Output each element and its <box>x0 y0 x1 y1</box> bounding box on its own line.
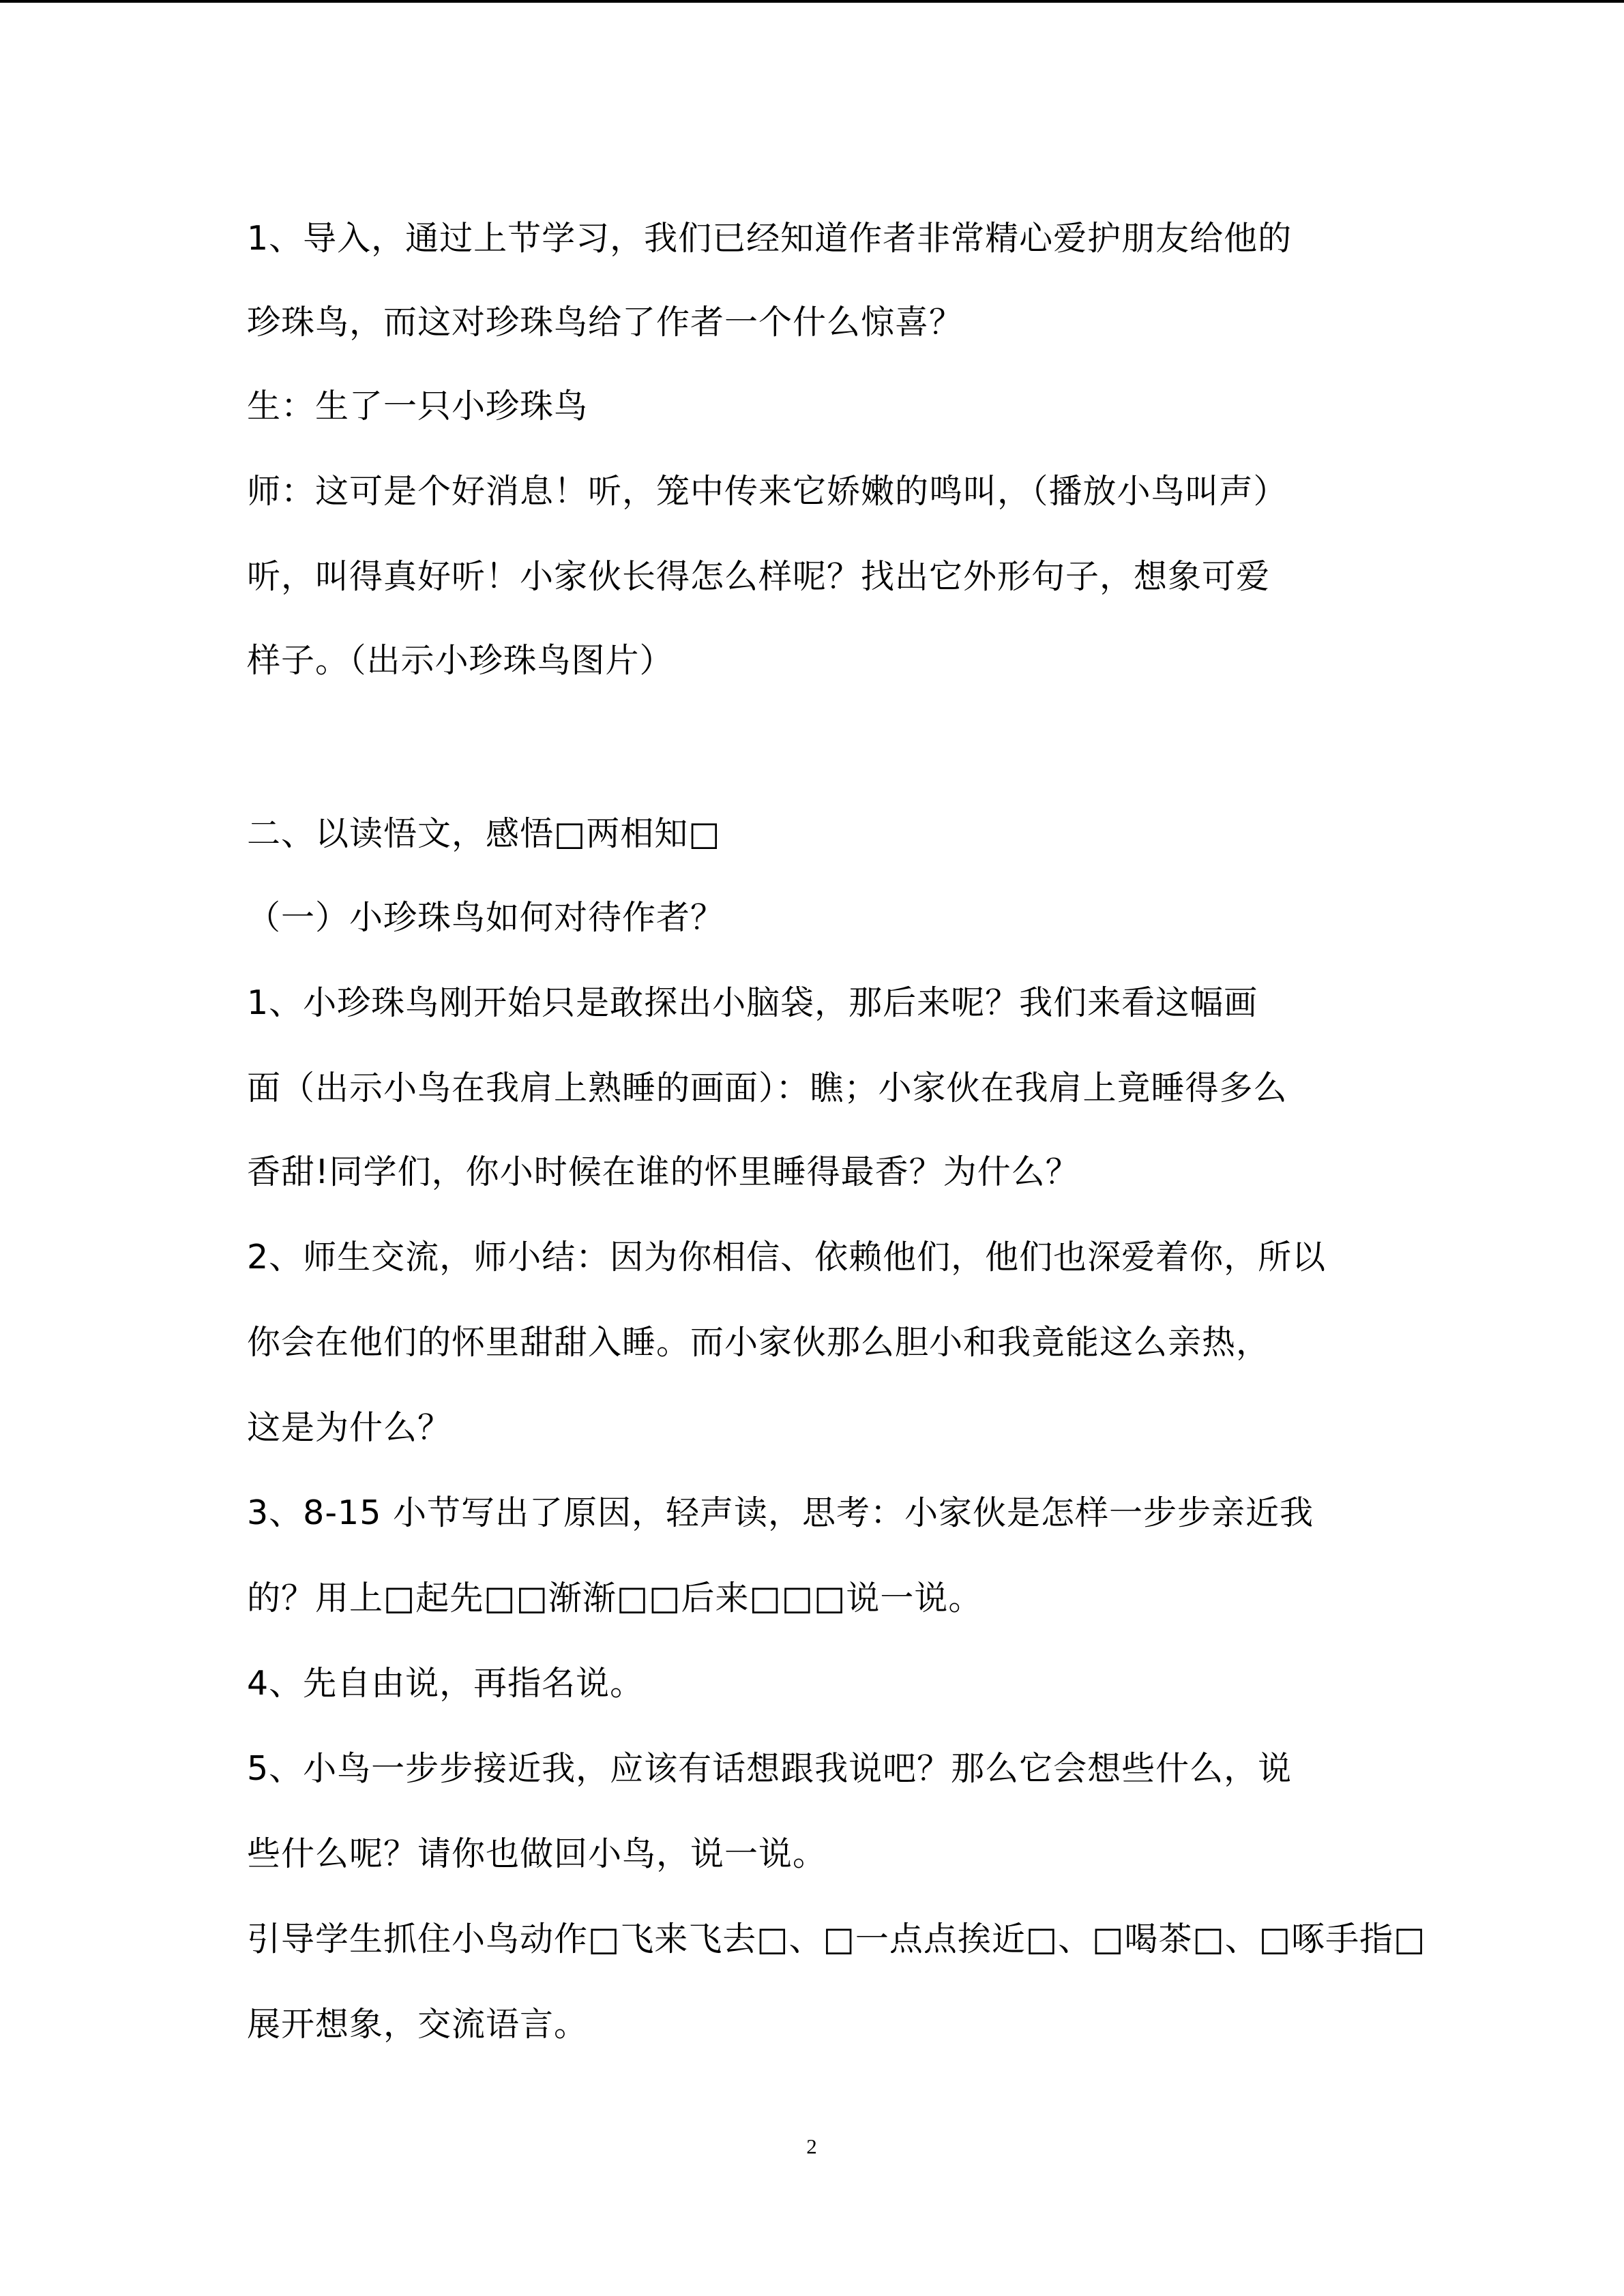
text-line: 师：这可是个好消息！听，笼中传来它娇嫩的鸣叫，（播放小鸟叫声） <box>247 472 1288 511</box>
text-line: 你会在他们的怀里甜甜入睡。而小家伙那么胆小和我竟能这么亲热， <box>247 1323 1271 1362</box>
subsection-heading: （一）小珍珠鸟如何对待作者？ <box>247 898 725 937</box>
text-line: 珍珠鸟，而这对珍珠鸟给了作者一个什么惊喜？ <box>247 303 964 342</box>
text-line: 面（出示小鸟在我肩上熟睡的画面）：瞧；小家伙在我肩上竟睡得多么 <box>247 1069 1288 1107</box>
text-line: 听，叫得真好听！小家伙长得怎么样呢？找出它外形句子，想象可爱 <box>247 557 1271 596</box>
section-heading: 二、以读悟文，感悟□两相知□ <box>247 814 721 853</box>
text-line: 2、师生交流，师小结：因为你相信、依赖他们，他们也深爱着你，所以 <box>247 1238 1327 1277</box>
text-line: 1、小珍珠鸟刚开始只是敢探出小脑袋，那后来呢？我们来看这幅画 <box>247 983 1258 1022</box>
page-top-border <box>0 0 1624 3</box>
text-line: 展开想象，交流语言。 <box>247 2005 589 2044</box>
text-line: 的？用上□起先□□渐渐□□后来□□□说一说。 <box>247 1579 983 1617</box>
text-line: 生：生了一只小珍珠鸟 <box>247 387 589 426</box>
page-number: 2 <box>806 2134 817 2158</box>
text-line: 香甜!同学们，你小时候在谁的怀里睡得最香？为什么？ <box>247 1152 1080 1191</box>
text-line: 些什么呢？请你也做回小鸟，说一说。 <box>247 1834 827 1873</box>
text-line: 5、小鸟一步步接近我，应该有话想跟我说吧？那么它会想些什么，说 <box>247 1749 1293 1788</box>
text-line: 4、先自由说，再指名说。 <box>247 1664 645 1703</box>
text-line: 1、导入，通过上节学习，我们已经知道作者非常精心爱护朋友给他的 <box>247 219 1293 258</box>
text-line: 引导学生抓住小鸟动作□飞来飞去□、□一点点挨近□、□喝茶□、□啄手指□ <box>247 1920 1426 1958</box>
text-line: 这是为什么？ <box>247 1408 452 1447</box>
text-line: 样子。（出示小珍珠鸟图片） <box>247 641 674 680</box>
text-line: 3、8-15 小节写出了原因，轻声读，思考：小家伙是怎样一步步亲近我 <box>247 1493 1314 1532</box>
